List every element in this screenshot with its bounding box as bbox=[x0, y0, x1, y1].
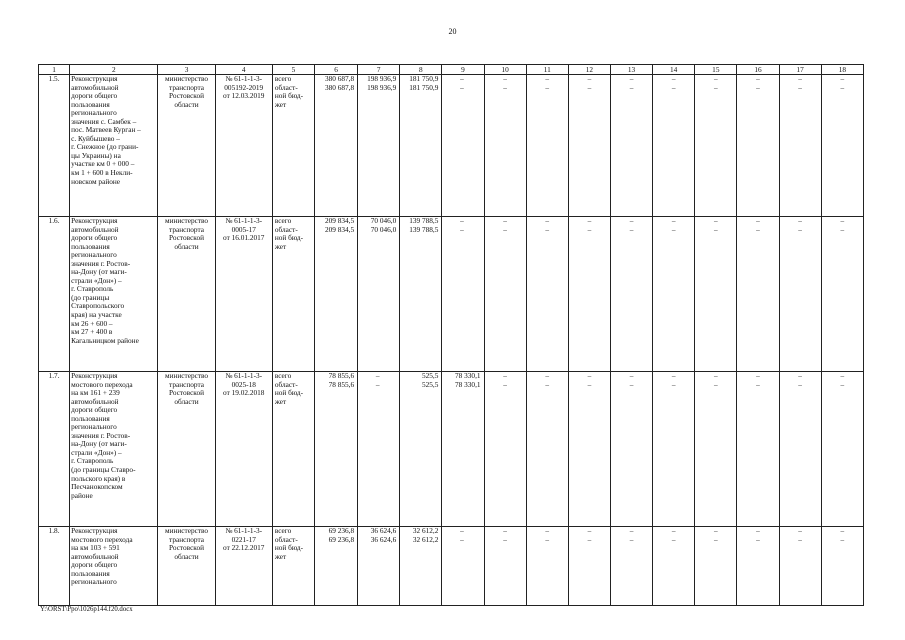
col-16 bbox=[737, 217, 779, 372]
col-12 bbox=[568, 75, 610, 217]
year-col-9 bbox=[442, 372, 484, 527]
column-header-18: 18 bbox=[821, 65, 863, 75]
col-17 bbox=[779, 527, 821, 606]
empty-dash: – bbox=[756, 371, 760, 380]
column-header-12: 12 bbox=[568, 65, 610, 75]
empty-dash: – bbox=[503, 82, 507, 92]
year-col-7 bbox=[358, 75, 400, 217]
col-13 bbox=[610, 527, 652, 606]
total-cost-value: 78 855,6 bbox=[328, 371, 355, 380]
empty-dash: – bbox=[545, 224, 550, 234]
expert-conclusion bbox=[215, 75, 272, 217]
col-10 bbox=[484, 217, 526, 372]
empty-dash: – bbox=[545, 74, 550, 83]
column-header-6: 6 bbox=[314, 65, 357, 75]
empty-dash: – bbox=[756, 379, 760, 389]
object-name-line: автомобильной bbox=[71, 82, 119, 92]
empty-dash: – bbox=[840, 534, 845, 544]
funding-source-line: жет bbox=[274, 99, 287, 109]
total-cost-value: 78 855,6 bbox=[328, 379, 355, 389]
funding-source bbox=[272, 217, 314, 372]
column-header-10: 10 bbox=[484, 65, 526, 75]
empty-dash: – bbox=[545, 534, 550, 544]
funding-source-line: ной бюд- bbox=[274, 91, 304, 101]
object-name-line: (до границы Ставро- bbox=[71, 465, 136, 475]
ministry-line: транспорта bbox=[169, 379, 204, 389]
object-name-line: пользования bbox=[71, 568, 110, 578]
empty-dash: – bbox=[545, 82, 550, 92]
year-col-9-value: – bbox=[460, 534, 464, 544]
funding-source-line: област- bbox=[274, 534, 298, 544]
year-col-9-value: – bbox=[460, 74, 464, 83]
object-name-line: новском районе bbox=[71, 176, 121, 186]
table-row bbox=[39, 527, 864, 606]
year-col-7 bbox=[358, 372, 400, 527]
year-col-7-value: – bbox=[375, 379, 380, 389]
year-col-9-value: – bbox=[460, 216, 464, 225]
empty-dash: – bbox=[798, 224, 802, 234]
col-15 bbox=[695, 217, 737, 372]
column-header-13: 13 bbox=[610, 65, 652, 75]
year-col-9-value: 78 330,1 bbox=[455, 379, 481, 389]
object-name-line: мостового перехода bbox=[71, 534, 133, 544]
empty-dash: – bbox=[587, 379, 592, 389]
object-name-line: км 27 + 400 в bbox=[71, 327, 113, 337]
empty-dash: – bbox=[503, 371, 507, 380]
funding-source-line: ной бюд- bbox=[274, 388, 304, 398]
funding-source-line: област- bbox=[274, 82, 298, 92]
ministry-line: министерство bbox=[164, 371, 209, 380]
col-14 bbox=[653, 217, 695, 372]
empty-dash: – bbox=[713, 534, 718, 544]
object-name-line: районе bbox=[71, 490, 93, 500]
object-name-line: (до границы bbox=[71, 292, 110, 302]
expert-conclusion-line: № 61-1-1-3- bbox=[225, 526, 263, 535]
col-17 bbox=[779, 372, 821, 527]
col-12 bbox=[568, 372, 610, 527]
empty-dash: – bbox=[756, 224, 760, 234]
empty-dash: – bbox=[756, 216, 760, 225]
object-name-line: Кагальницком районе bbox=[71, 335, 139, 345]
object-name-line: дороги общего bbox=[71, 233, 118, 243]
col-15 bbox=[695, 372, 737, 527]
expert-conclusion bbox=[215, 372, 272, 527]
col-11 bbox=[526, 372, 568, 527]
empty-dash: – bbox=[671, 82, 676, 92]
col-15 bbox=[695, 75, 737, 217]
col-12 bbox=[568, 217, 610, 372]
column-header-2: 2 bbox=[70, 65, 158, 75]
col-18 bbox=[821, 372, 863, 527]
empty-dash: – bbox=[587, 224, 592, 234]
col-18 bbox=[821, 217, 863, 372]
expert-conclusion-line: от 16.01.2017 bbox=[223, 233, 265, 243]
empty-dash: – bbox=[503, 534, 507, 544]
empty-dash: – bbox=[713, 379, 718, 389]
expert-conclusion-line: 005192-2019 bbox=[224, 82, 264, 92]
column-header-3: 3 bbox=[158, 65, 215, 75]
year-col-9-value: – bbox=[460, 224, 464, 234]
empty-dash: – bbox=[798, 82, 802, 92]
object-name-line: цы Украины) на bbox=[71, 150, 121, 160]
year-col-8-value: 32 612,2 bbox=[412, 526, 439, 535]
object-name-line: г. Ставрополь bbox=[71, 456, 114, 466]
object-name-line: страли «Дон») – bbox=[71, 447, 122, 457]
col-11 bbox=[526, 527, 568, 606]
expert-conclusion-line: 0025-18 bbox=[231, 379, 256, 389]
object-name-line: пользования bbox=[71, 241, 110, 251]
year-col-8 bbox=[400, 372, 442, 527]
empty-dash: – bbox=[798, 74, 802, 83]
ministry bbox=[158, 527, 215, 606]
empty-dash: – bbox=[629, 526, 634, 535]
year-col-8-value: 181 750,9 bbox=[409, 82, 439, 92]
column-header-4: 4 bbox=[215, 65, 272, 75]
empty-dash: – bbox=[713, 371, 718, 380]
ministry-line: транспорта bbox=[169, 82, 204, 92]
row-number: 1.7. bbox=[39, 372, 70, 527]
column-header-16: 16 bbox=[737, 65, 779, 75]
col-17 bbox=[779, 217, 821, 372]
empty-dash: – bbox=[671, 74, 676, 83]
empty-dash: – bbox=[840, 224, 845, 234]
object-name-line: дороги общего bbox=[71, 405, 118, 415]
empty-dash: – bbox=[629, 82, 634, 92]
funding-source-line: област- bbox=[274, 224, 298, 234]
funding-source-line: жет bbox=[274, 551, 287, 561]
year-col-7 bbox=[358, 217, 400, 372]
column-header-17: 17 bbox=[779, 65, 821, 75]
ministry-line: Ростовской bbox=[168, 543, 205, 553]
empty-dash: – bbox=[840, 82, 845, 92]
ministry-line: транспорта bbox=[169, 534, 204, 544]
empty-dash: – bbox=[629, 371, 634, 380]
col-14 bbox=[653, 75, 695, 217]
year-col-9 bbox=[442, 75, 484, 217]
expert-conclusion-line: 0005-17 bbox=[231, 224, 256, 234]
empty-dash: – bbox=[545, 379, 550, 389]
expert-conclusion bbox=[215, 217, 272, 372]
year-col-7-value: 70 046,0 bbox=[370, 224, 397, 234]
column-header-9: 9 bbox=[442, 65, 484, 75]
file-path-footer: Y:\ORST\Ppo\1026p144.f20.docx bbox=[40, 606, 133, 613]
col-16 bbox=[737, 75, 779, 217]
column-header-7: 7 bbox=[358, 65, 400, 75]
total-cost bbox=[314, 372, 357, 527]
empty-dash: – bbox=[756, 74, 760, 83]
empty-dash: – bbox=[587, 371, 592, 380]
expert-conclusion-line: от 19.02.2018 bbox=[223, 388, 265, 398]
object-name-line: значения г. Ростов- bbox=[71, 430, 131, 440]
empty-dash: – bbox=[587, 216, 592, 225]
col-16 bbox=[737, 527, 779, 606]
budget-table bbox=[38, 64, 864, 606]
empty-dash: – bbox=[840, 371, 845, 380]
col-13 bbox=[610, 217, 652, 372]
object-name-line: участке км 0 + 000 – bbox=[71, 159, 135, 169]
column-header-14: 14 bbox=[653, 65, 695, 75]
column-header-11: 11 bbox=[526, 65, 568, 75]
year-col-7-value: 36 624,6 bbox=[370, 526, 397, 535]
year-col-7-value: – bbox=[375, 371, 380, 380]
empty-dash: – bbox=[798, 216, 802, 225]
object-name-line: пользования bbox=[71, 99, 110, 109]
empty-dash: – bbox=[840, 379, 845, 389]
total-cost bbox=[314, 217, 357, 372]
year-col-7 bbox=[358, 527, 400, 606]
col-13 bbox=[610, 75, 652, 217]
empty-dash: – bbox=[840, 74, 845, 83]
ministry-line: министерство bbox=[164, 526, 209, 535]
object-name-line: края) на участке bbox=[71, 310, 122, 320]
col-14 bbox=[653, 527, 695, 606]
year-col-8-value: 32 612,2 bbox=[412, 534, 439, 544]
total-cost-value: 380 687,8 bbox=[324, 82, 355, 92]
empty-dash: – bbox=[671, 534, 676, 544]
year-col-8-value: 525,5 bbox=[421, 379, 439, 389]
funding-source-line: всего bbox=[274, 74, 292, 83]
object-name-line: автомобильной bbox=[71, 224, 119, 234]
year-col-9-value: – bbox=[460, 526, 464, 535]
funding-source-line: ной бюд- bbox=[274, 233, 304, 243]
year-col-8 bbox=[400, 527, 442, 606]
ministry-line: Ростовской bbox=[168, 233, 205, 243]
funding-source-line: ной бюд- bbox=[274, 543, 304, 553]
funding-source-line: всего bbox=[274, 216, 292, 225]
empty-dash: – bbox=[503, 74, 507, 83]
empty-dash: – bbox=[671, 216, 676, 225]
ministry-line: области bbox=[174, 241, 199, 251]
empty-dash: – bbox=[503, 216, 507, 225]
expert-conclusion-line: № 61-1-1-3- bbox=[225, 371, 263, 380]
empty-dash: – bbox=[503, 526, 507, 535]
col-13 bbox=[610, 372, 652, 527]
year-col-9-value: – bbox=[460, 82, 464, 92]
empty-dash: – bbox=[840, 216, 845, 225]
column-header-15: 15 bbox=[695, 65, 737, 75]
empty-dash: – bbox=[545, 371, 550, 380]
empty-dash: – bbox=[671, 379, 676, 389]
col-12 bbox=[568, 527, 610, 606]
object-name bbox=[70, 372, 158, 527]
year-col-8-value: 139 788,5 bbox=[409, 216, 439, 225]
object-name-line: мостового перехода bbox=[71, 379, 133, 389]
empty-dash: – bbox=[713, 74, 718, 83]
empty-dash: – bbox=[713, 216, 718, 225]
year-col-7-value: 70 046,0 bbox=[370, 216, 397, 225]
object-name-line: на-Дону (от маги- bbox=[71, 439, 127, 449]
object-name-line: дороги общего bbox=[71, 560, 118, 570]
empty-dash: – bbox=[798, 534, 802, 544]
col-16 bbox=[737, 372, 779, 527]
empty-dash: – bbox=[629, 74, 634, 83]
empty-dash: – bbox=[587, 534, 592, 544]
object-name bbox=[70, 75, 158, 217]
year-col-8 bbox=[400, 217, 442, 372]
col-18 bbox=[821, 75, 863, 217]
year-col-7-value: 36 624,6 bbox=[370, 534, 397, 544]
funding-source-line: всего bbox=[274, 526, 292, 535]
col-10 bbox=[484, 75, 526, 217]
object-name-line: регионального bbox=[71, 422, 117, 432]
row-number: 1.6. bbox=[39, 217, 70, 372]
ministry-line: Ростовской bbox=[168, 91, 205, 101]
col-17 bbox=[779, 75, 821, 217]
funding-source bbox=[272, 527, 314, 606]
empty-dash: – bbox=[671, 526, 676, 535]
expert-conclusion-line: 0221-17 bbox=[231, 534, 256, 544]
year-col-7-value: 198 936,9 bbox=[367, 74, 397, 83]
object-name-line: пользования bbox=[71, 413, 110, 423]
table-header-row bbox=[39, 65, 864, 75]
funding-source-line: област- bbox=[274, 379, 298, 389]
object-name-line: регионального bbox=[71, 250, 117, 260]
expert-conclusion-line: от 22.12.2017 bbox=[223, 543, 265, 553]
object-name-line: с. Куйбышево – bbox=[71, 133, 120, 143]
empty-dash: – bbox=[671, 371, 676, 380]
year-col-8-value: 181 750,9 bbox=[409, 74, 439, 83]
total-cost bbox=[314, 75, 357, 217]
col-11 bbox=[526, 75, 568, 217]
ministry bbox=[158, 217, 215, 372]
empty-dash: – bbox=[629, 224, 634, 234]
col-10 bbox=[484, 527, 526, 606]
empty-dash: – bbox=[713, 224, 718, 234]
expert-conclusion bbox=[215, 527, 272, 606]
empty-dash: – bbox=[671, 224, 676, 234]
ministry-line: области bbox=[174, 396, 199, 406]
ministry-line: транспорта bbox=[169, 224, 204, 234]
empty-dash: – bbox=[503, 379, 507, 389]
empty-dash: – bbox=[798, 526, 802, 535]
object-name-line: значения с. Самбек – bbox=[71, 116, 137, 126]
object-name-line: на-Дону (от маги- bbox=[71, 267, 127, 277]
funding-source bbox=[272, 372, 314, 527]
object-name bbox=[70, 217, 158, 372]
empty-dash: – bbox=[587, 74, 592, 83]
object-name-line: Реконструкция bbox=[71, 216, 118, 225]
empty-dash: – bbox=[798, 379, 802, 389]
empty-dash: – bbox=[756, 526, 760, 535]
empty-dash: – bbox=[545, 526, 550, 535]
object-name-line: дороги общего bbox=[71, 91, 118, 101]
empty-dash: – bbox=[798, 371, 802, 380]
object-name-line: автомобильной bbox=[71, 551, 119, 561]
funding-source-line: жет bbox=[274, 241, 287, 251]
column-header-5: 5 bbox=[272, 65, 314, 75]
page-number: 20 bbox=[448, 27, 457, 36]
year-col-8 bbox=[400, 75, 442, 217]
expert-conclusion-line: от 12.03.2019 bbox=[223, 91, 265, 101]
empty-dash: – bbox=[840, 526, 845, 535]
object-name-line: г. Снежное (до грани- bbox=[71, 142, 139, 152]
object-name-line: пос. Матвеев Курган – bbox=[71, 125, 141, 135]
funding-source-line: всего bbox=[274, 371, 292, 380]
total-cost-value: 380 687,8 bbox=[324, 74, 355, 83]
empty-dash: – bbox=[713, 82, 718, 92]
empty-dash: – bbox=[629, 216, 634, 225]
object-name-line: км 1 + 600 в Некли- bbox=[71, 168, 133, 178]
ministry bbox=[158, 75, 215, 217]
empty-dash: – bbox=[756, 534, 760, 544]
object-name-line: значения г. Ростов- bbox=[71, 258, 131, 268]
col-10 bbox=[484, 372, 526, 527]
col-11 bbox=[526, 217, 568, 372]
year-col-9-value: 78 330,1 bbox=[455, 371, 481, 380]
object-name-line: польского края) в bbox=[71, 473, 126, 483]
empty-dash: – bbox=[756, 82, 760, 92]
empty-dash: – bbox=[545, 216, 550, 225]
empty-dash: – bbox=[713, 526, 718, 535]
empty-dash: – bbox=[587, 82, 592, 92]
object-name bbox=[70, 527, 158, 606]
year-col-9 bbox=[442, 217, 484, 372]
row-number: 1.8. bbox=[39, 527, 70, 606]
empty-dash: – bbox=[629, 379, 634, 389]
year-col-9 bbox=[442, 527, 484, 606]
total-cost-value: 69 236,8 bbox=[328, 526, 355, 535]
object-name-line: Ставропольского bbox=[71, 301, 125, 311]
table-row bbox=[39, 217, 864, 372]
expert-conclusion-line: № 61-1-1-3- bbox=[225, 216, 263, 225]
total-cost-value: 209 834,5 bbox=[324, 216, 355, 225]
col-15 bbox=[695, 527, 737, 606]
ministry-line: министерство bbox=[164, 74, 209, 83]
funding-source bbox=[272, 75, 314, 217]
col-18 bbox=[821, 527, 863, 606]
object-name-line: Реконструкция bbox=[71, 526, 118, 535]
year-col-7-value: 198 936,9 bbox=[367, 82, 397, 92]
object-name-line: страли «Дон») – bbox=[71, 275, 122, 285]
ministry-line: области bbox=[174, 99, 199, 109]
object-name-line: км 26 + 600 – bbox=[71, 318, 113, 328]
column-header-8: 8 bbox=[400, 65, 442, 75]
year-col-8-value: 525,5 bbox=[421, 371, 439, 380]
ministry-line: области bbox=[174, 551, 199, 561]
year-col-8-value: 139 788,5 bbox=[409, 224, 439, 234]
object-name-line: регионального bbox=[71, 108, 117, 118]
col-14 bbox=[653, 372, 695, 527]
expert-conclusion-line: № 61-1-1-3- bbox=[225, 74, 263, 83]
table-row bbox=[39, 75, 864, 217]
object-name-line: автомобильной bbox=[71, 396, 119, 406]
object-name-line: на км 161 + 239 bbox=[71, 388, 120, 398]
object-name-line: на км 103 + 591 bbox=[71, 543, 120, 553]
column-header-1: 1 bbox=[39, 65, 70, 75]
total-cost-value: 209 834,5 bbox=[324, 224, 355, 234]
empty-dash: – bbox=[503, 224, 507, 234]
object-name-line: Песчанокопском bbox=[71, 482, 123, 492]
total-cost bbox=[314, 527, 357, 606]
funding-source-line: жет bbox=[274, 396, 287, 406]
table-row bbox=[39, 372, 864, 527]
object-name-line: г. Ставрополь bbox=[71, 284, 114, 294]
object-name-line: Реконструкция bbox=[71, 371, 118, 380]
object-name-line: регионального bbox=[71, 577, 117, 587]
ministry-line: министерство bbox=[164, 216, 209, 225]
empty-dash: – bbox=[629, 534, 634, 544]
total-cost-value: 69 236,8 bbox=[328, 534, 355, 544]
ministry-line: Ростовской bbox=[168, 388, 205, 398]
ministry bbox=[158, 372, 215, 527]
object-name-line: Реконструкция bbox=[71, 74, 118, 83]
row-number: 1.5. bbox=[39, 75, 70, 217]
empty-dash: – bbox=[587, 526, 592, 535]
